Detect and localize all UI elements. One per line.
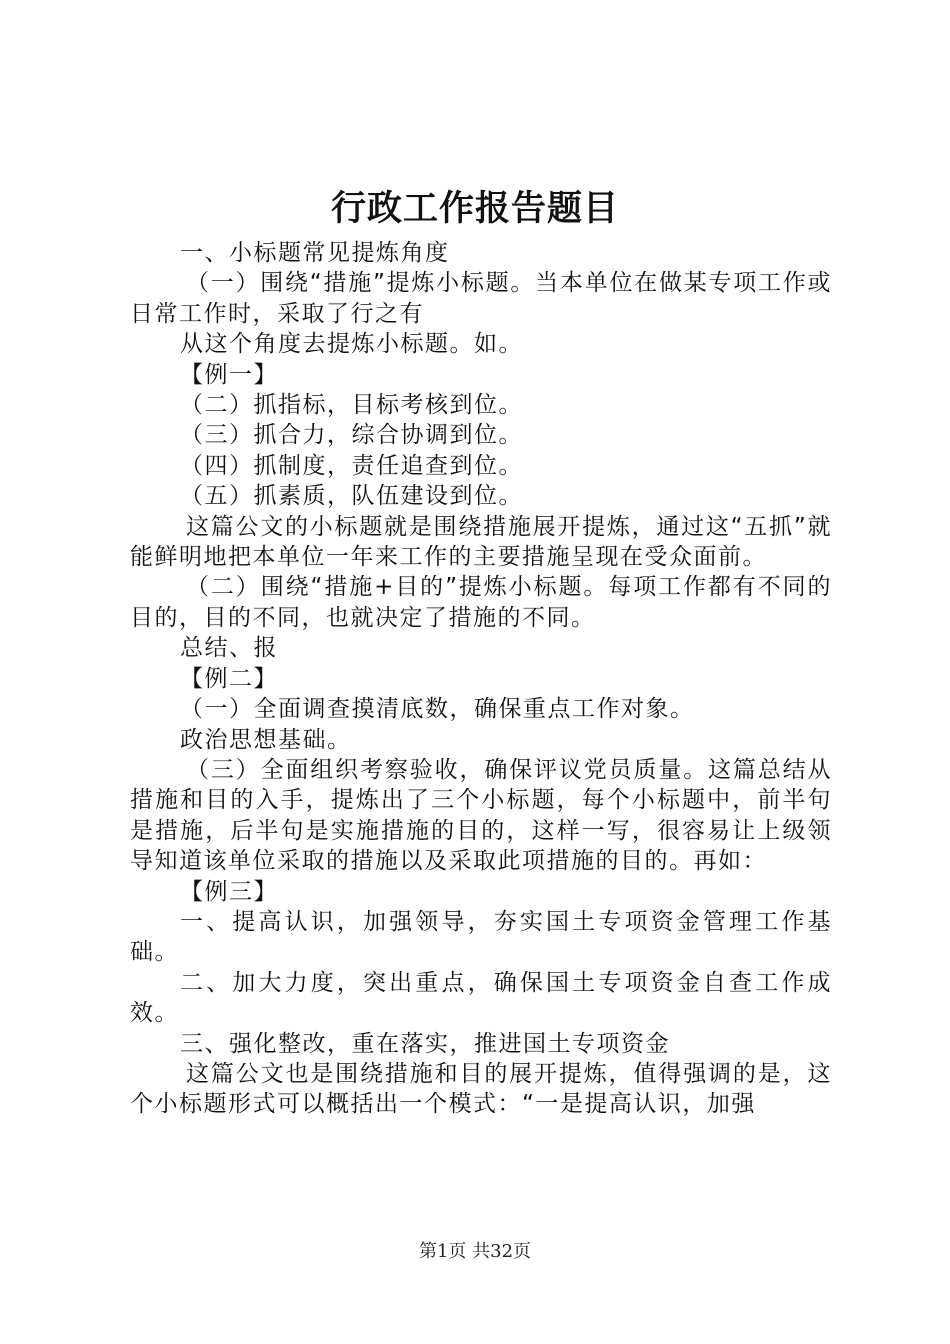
document-body [130,238,832,1120]
page-footer: 第1页 共32页 [418,1241,532,1262]
example-label: 【例二】 [180,665,278,692]
list-item: （四）抓制度，责任追查到位。 [180,452,523,479]
list-item: （三）抓合力，综合协调到位。 [180,422,523,449]
paragraph: 总结、报 [180,635,278,662]
example-label: 【例三】 [180,878,278,905]
document-title: 行政工作报告题目 [330,188,619,229]
section-heading: 一、小标题常见提炼角度 [180,240,450,266]
list-item: 一、提高认识，加强领导，夯实国土专项资金管理工作基础。 [130,908,832,966]
list-item: 二、加大力度，突出重点，确保国土专项资金自查工作成效。 [130,969,832,1027]
paragraph: （一）围绕“措施”提炼小标题。当本单位在做某专项工作或日常工作时，采取了行之有 [130,270,832,327]
list-item: （五）抓素质，队伍建设到位。 [180,483,523,510]
list-item: 三、强化整改，重在落实，推进国土专项资金 [180,1030,670,1057]
list-item: （二）抓指标，目标考核到位。 [180,392,523,419]
paragraph: （二）围绕“措施+目的”提炼小标题。每项工作都有不同的目的，目的不同，也就决定了措施的不同。 [130,574,832,631]
paragraph: 政治思想基础。 [180,726,352,753]
list-item: （一）全面调查摸清底数，确保重点工作对象。 [180,696,695,723]
paragraph: 这篇公文的小标题就是围绕措施展开提炼，通过这“五抓”就能鲜明地把本单位一年来工作的主要措施呈现在受众面前。 [130,513,832,571]
paragraph: 这篇公文也是围绕措施和目的展开提炼，值得强调的是，这个小标题形式可以概括出一个模式：“一是提高认识，加强 [130,1060,832,1118]
paragraph: （三）全面组织考察验收，确保评议党员质量。这篇总结从措施和目的入手，提炼出了三个小标题，每个小标题中，前半句是措施，后半句是实施措施的目的，这样一写，很容易让上级领导知道该单位采取的措施以及采取此项措施的目的。再如： [130,756,832,875]
example-label: 【例一】 [180,361,278,388]
paragraph: 从这个角度去提炼小标题。如。 [180,331,523,358]
